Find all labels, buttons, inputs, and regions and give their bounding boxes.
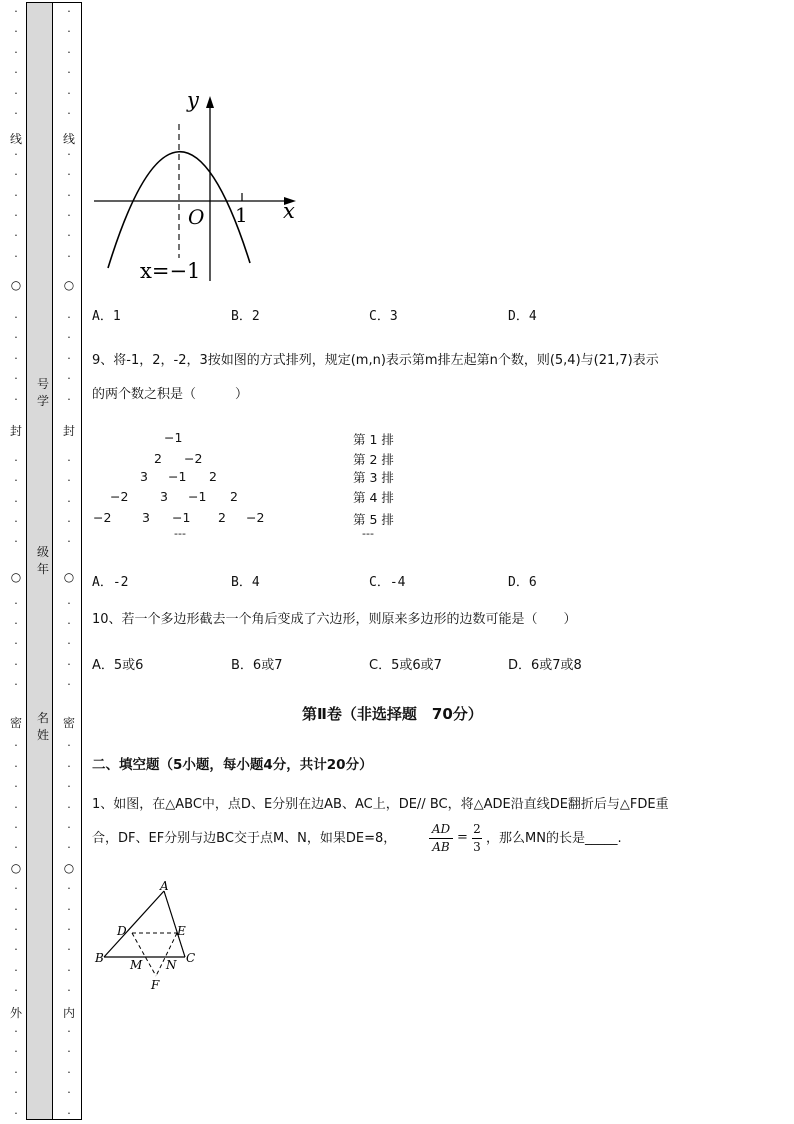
dot: ·: [67, 1086, 71, 1100]
dot: ·: [67, 311, 71, 324]
outer-mark-feng: 封: [9, 424, 22, 438]
label-n: N: [166, 958, 177, 972]
dot: ·: [67, 984, 71, 998]
dot: ·: [67, 188, 71, 202]
inner-mark-nei: 内: [62, 1006, 75, 1020]
dot: ·: [14, 494, 18, 508]
label-f: F: [151, 978, 160, 992]
fraction-equals: =: [457, 830, 468, 845]
dot: ·: [67, 107, 71, 120]
dot: ·: [14, 617, 18, 630]
dot: ·: [67, 1025, 71, 1038]
dot: ·: [14, 188, 18, 202]
dot: ·: [67, 535, 71, 549]
dot: ·: [67, 963, 71, 977]
fraction-two-numerator: 2: [473, 822, 481, 836]
row-label-4: 第 4 排: [353, 490, 394, 505]
y-label: y: [187, 88, 199, 112]
dot: ·: [67, 1106, 71, 1120]
fill1-line2-b: ，那么MN的长是_____.: [486, 831, 622, 846]
dot: ·: [67, 637, 71, 651]
dot: ·: [14, 821, 18, 834]
fraction-bar: [429, 838, 453, 839]
q9-option-d[interactable]: D．6: [508, 575, 537, 590]
row-label-5: 第 5 排: [353, 512, 394, 527]
label-e: E: [177, 924, 186, 938]
q9-text-line1: 9、将-1，2，-2，3按如图的方式排列，规定(m,n)表示第m排左起第n个数，则(5,4)与(21,7)表示: [92, 353, 659, 368]
dot: ·: [14, 984, 18, 998]
triangle-r5-5: −2: [246, 510, 265, 525]
dot: ·: [67, 780, 71, 794]
triangle-r4-3: −1: [188, 489, 207, 504]
row-label-2: 第 2 排: [353, 452, 394, 467]
dot: ·: [14, 351, 18, 365]
inner-mark-circle: ○: [63, 278, 75, 292]
dot: ·: [14, 800, 18, 814]
dot: ·: [14, 249, 18, 263]
dot: ·: [67, 25, 71, 39]
fill1-line2-a: 合，DF、EF分别与边BC交于点M、N，如果DE=8，: [92, 831, 397, 846]
dot: ·: [14, 209, 18, 222]
q8-option-b[interactable]: B．2: [231, 309, 260, 324]
dot: ·: [67, 45, 71, 59]
dot: ·: [67, 5, 71, 18]
dot: ·: [67, 678, 71, 692]
q8-option-a[interactable]: A．1: [92, 309, 121, 324]
dot: ·: [14, 45, 18, 59]
triangle-r3-3: 2: [209, 469, 217, 484]
dot: ·: [67, 515, 71, 528]
q9-option-c[interactable]: C．-4: [369, 575, 406, 590]
q9-option-b[interactable]: B．4: [231, 575, 260, 590]
dot: ·: [14, 147, 18, 161]
dot: ·: [67, 759, 71, 773]
dot: ·: [14, 759, 18, 773]
dot: ·: [67, 168, 71, 182]
fraction-three-denominator: 3: [473, 840, 481, 854]
triangle-figure: [92, 880, 207, 995]
q8-option-c[interactable]: C．3: [369, 309, 398, 324]
row-label-ellipsis: ---: [362, 527, 374, 540]
triangle-r2-1: 2: [154, 451, 162, 466]
triangle-r5-4: 2: [218, 510, 226, 525]
dot: ·: [67, 147, 71, 161]
dot: ·: [14, 372, 18, 386]
inner-mark-xian: 线: [62, 132, 75, 146]
label-a: A: [160, 880, 169, 893]
dot: ·: [67, 617, 71, 630]
dot: ·: [67, 657, 71, 671]
dot: ·: [14, 474, 18, 488]
dot: ·: [67, 1065, 71, 1079]
dot: ·: [14, 637, 18, 651]
dot: ·: [14, 596, 18, 610]
dot: ·: [67, 331, 71, 345]
fraction-bar: [472, 838, 482, 839]
label-c: C: [186, 951, 196, 965]
dot: ·: [14, 963, 18, 977]
dot: ·: [14, 657, 18, 671]
dot: ·: [14, 882, 18, 896]
row-label-1: 第 1 排: [353, 432, 394, 447]
dot: ·: [14, 1025, 18, 1038]
dot: ·: [67, 943, 71, 957]
dot: ·: [14, 1086, 18, 1100]
dot: ·: [67, 474, 71, 488]
outer-mark-circle: ○: [10, 278, 22, 292]
dot: ·: [67, 882, 71, 896]
dot: ·: [14, 392, 18, 406]
dot: ·: [67, 1045, 71, 1059]
q10-option-d[interactable]: D．6或7或8: [508, 658, 582, 673]
dot: ·: [14, 86, 18, 100]
dot: ·: [67, 902, 71, 916]
triangle-r3-2: −1: [168, 469, 187, 484]
triangle-r5-1: −2: [93, 510, 112, 525]
label-m: M: [130, 958, 143, 972]
dot: ·: [67, 351, 71, 365]
dot: ·: [67, 453, 71, 467]
inner-mark-feng: 封: [62, 424, 75, 438]
dot: ·: [67, 392, 71, 406]
triangle-r4-1: −2: [110, 489, 129, 504]
dot: ·: [14, 331, 18, 345]
dot: ·: [67, 494, 71, 508]
inner-mark-circle: ○: [63, 861, 75, 875]
dot: ·: [14, 1106, 18, 1120]
inner-mark-circle: ○: [63, 570, 75, 584]
dot: ·: [67, 372, 71, 386]
dot: ·: [14, 5, 18, 18]
dot: ·: [67, 739, 71, 753]
dot: ·: [14, 923, 18, 936]
side-ab: [104, 891, 164, 957]
x-label: x: [283, 199, 295, 223]
triangle-r4-2: 3: [160, 489, 168, 504]
dot: ·: [14, 902, 18, 916]
dot: ·: [14, 943, 18, 957]
dot: ·: [14, 107, 18, 120]
field-grade: 级 年: [36, 545, 49, 576]
outer-mark-xian: 线: [9, 132, 22, 146]
dot: ·: [14, 311, 18, 324]
triangle-ellipsis: ---: [174, 527, 186, 540]
outer-mark-mi: 密: [9, 716, 22, 730]
q10-option-b[interactable]: B．6或7: [231, 658, 283, 673]
q10-text: 10、若一个多边形截去一个角后变成了六边形，则原来多边形的边数可能是（ ）: [92, 612, 577, 627]
dot: ·: [67, 229, 71, 243]
triangle-r5-2: 3: [142, 510, 150, 525]
triangle-r3-1: 3: [140, 469, 148, 484]
symmetry-axis-label: x=−1: [140, 259, 201, 283]
fraction-ad-numerator: AD: [431, 822, 451, 836]
q8-option-d[interactable]: D．4: [508, 309, 537, 324]
dot: ·: [67, 800, 71, 814]
triangle-r4-4: 2: [230, 489, 238, 504]
label-d: D: [117, 924, 127, 938]
dot: ·: [14, 168, 18, 182]
dot: ·: [67, 249, 71, 263]
dot: ·: [14, 780, 18, 794]
dot: ·: [67, 596, 71, 610]
dot: ·: [14, 535, 18, 549]
dot: ·: [14, 229, 18, 243]
dot: ·: [67, 209, 71, 222]
fraction-ab-denominator: AB: [432, 840, 450, 854]
dot: ·: [67, 66, 71, 80]
outer-mark-circle: ○: [10, 861, 22, 875]
label-b: B: [95, 951, 104, 965]
triangle-r1-1: −1: [164, 430, 183, 445]
field-student-id: 号 学: [36, 377, 49, 408]
triangle-r5-3: −1: [172, 510, 191, 525]
dot: ·: [14, 25, 18, 39]
inner-mark-mi: 密: [62, 716, 75, 730]
dot: ·: [14, 841, 18, 855]
dot: ·: [67, 86, 71, 100]
q10-option-c[interactable]: C．5或6或7: [369, 658, 442, 673]
triangle-r2-2: −2: [184, 451, 203, 466]
dot: ·: [14, 66, 18, 80]
dot: ·: [67, 923, 71, 936]
q10-option-a[interactable]: A．5或6: [92, 658, 144, 673]
field-name: 名 姓: [36, 711, 49, 742]
part-two-title: 第Ⅱ卷（非选择题 70分）: [302, 705, 483, 723]
parabola-graph: [90, 88, 310, 288]
dot: ·: [67, 821, 71, 834]
dot: ·: [14, 678, 18, 692]
dot: ·: [14, 1065, 18, 1079]
origin-label: O: [188, 205, 205, 229]
dot: ·: [14, 739, 18, 753]
dot: ·: [67, 841, 71, 855]
tick-one-label: 1: [235, 203, 248, 227]
outer-mark-wai: 外: [9, 1006, 22, 1020]
outer-mark-circle: ○: [10, 570, 22, 584]
q9-text-line2: 的两个数之积是（ ）: [92, 387, 249, 402]
y-axis-arrow-icon: [206, 96, 214, 108]
dot: ·: [14, 453, 18, 467]
row-label-3: 第 3 排: [353, 470, 394, 485]
q9-option-a[interactable]: A．-2: [92, 575, 129, 590]
fill1-line1: 1、如图，在△ABC中，点D、E分别在边AB、AC上，DE// BC，将△ADE沿直线DE翻折后与△FDE重: [92, 797, 669, 812]
dot: ·: [14, 1045, 18, 1059]
section-heading: 二、填空题（5小题，每小题4分，共计20分）: [92, 757, 373, 773]
dot: ·: [14, 515, 18, 528]
